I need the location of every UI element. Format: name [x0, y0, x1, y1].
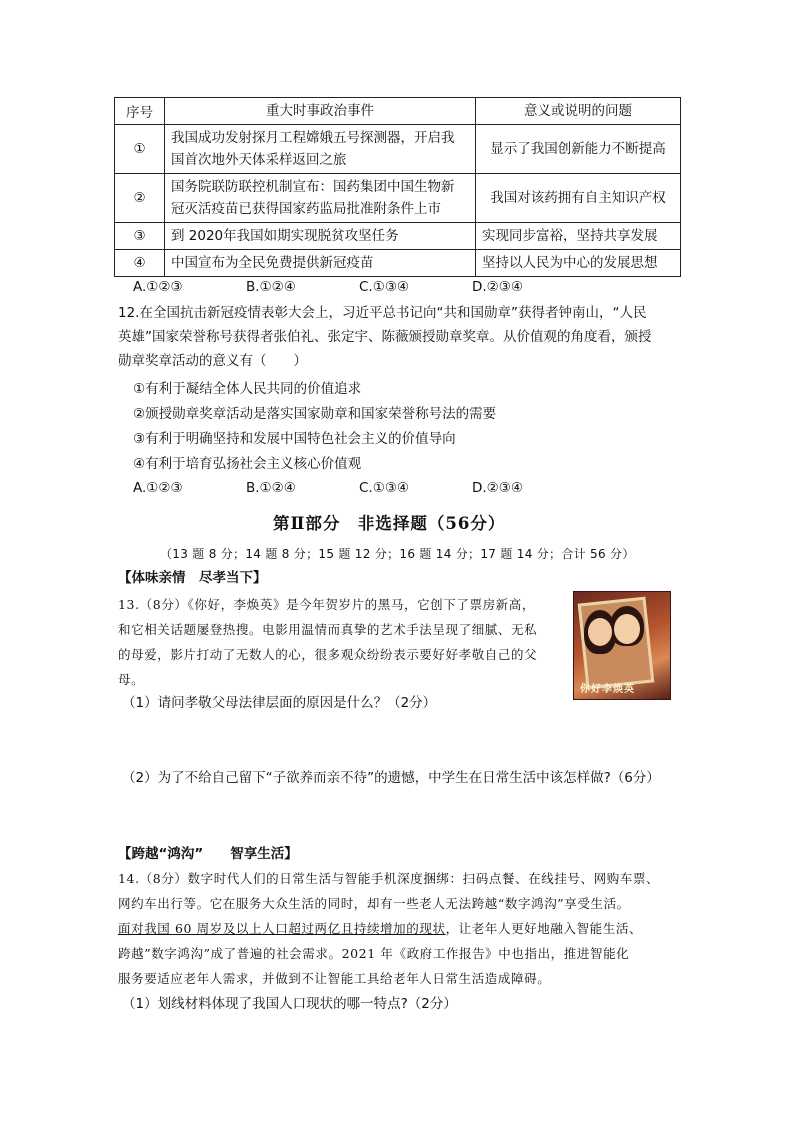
material-text: ，让老年人更好地融入智能生活、	[445, 921, 643, 936]
poster-figure-face	[614, 614, 640, 644]
meaning-cell: 坚持以人民为中心的发展思想	[476, 250, 681, 277]
part2-title: 第Ⅱ部分 非选择题（56分）	[273, 514, 506, 533]
table-row	[115, 250, 681, 277]
underlined-material: 面对我国 60 周岁及以上人口超过两亿且持续增加的现状	[118, 921, 446, 936]
option-a[interactable]: A.①②③	[133, 279, 183, 295]
event-line: 我国成功发射探月工程嫦娥五号探测器，开启我	[171, 130, 455, 146]
table-header-row	[115, 98, 681, 125]
option-c[interactable]: C.①③④	[359, 279, 410, 295]
option-a[interactable]: A.①②③	[133, 480, 183, 496]
material-line	[118, 916, 659, 941]
option-c[interactable]: C.①③④	[359, 480, 410, 496]
option-b[interactable]: B.①②④	[246, 480, 296, 496]
q13-section-header: 【体味亲情 尽孝当下】	[118, 570, 267, 586]
material-line: 和它相关话题屡登热搜。电影用温情而真挚的艺术手法呈现了细腻、无私	[118, 622, 538, 637]
meaning-cell: 实现同步富裕，坚持共享发展	[476, 223, 681, 250]
row-number: ②	[115, 174, 165, 223]
stem-line: 12.在全国抗击新冠疫情表彰大会上，习近平总书记向“共和国勋章”获得者钟南山，“人民	[118, 305, 647, 321]
movie-poster-image	[573, 591, 671, 700]
option-d[interactable]: D.②③④	[472, 279, 523, 295]
material-line: 网约车出行等。它在服务大众生活的同时，却有一些老人无法跨越“数字鸿沟”享受生活。	[118, 896, 630, 911]
poster-figure-face	[588, 618, 612, 646]
stem-line: 勋章奖章活动的意义有（ ）	[118, 353, 307, 369]
material-line: 母。	[118, 672, 145, 687]
material-line: 14.（8分）数字时代人们的日常生活与智能手机深度捆绑：扫码点餐、在线挂号、网购车票、	[118, 871, 660, 886]
table-row	[115, 125, 681, 174]
row-number: ④	[115, 250, 165, 277]
q13-material	[118, 592, 537, 692]
poster-title: 你好李焕英	[580, 684, 635, 695]
q12-stem	[118, 301, 652, 373]
option-b[interactable]: B.①②④	[246, 279, 296, 295]
material-line: 13.（8分）《你好，李焕英》是今年贺岁片的黑马，它创下了票房新高，	[118, 597, 535, 612]
option-d[interactable]: D.②③④	[472, 480, 523, 496]
meaning-cell: 我国对该药拥有自主知识产权	[476, 174, 681, 223]
event-line: 国务院联防联控机制宣布：国药集团中国生物新	[171, 179, 455, 195]
q14-subquestion-1: （1）划线材料体现了我国人口现状的哪一特点?（2分）	[122, 996, 457, 1012]
material-line: 跨越”数字鸿沟”成了普遍的社会需求。2021 年《政府工作报告》中也指出，推进智能化	[118, 946, 630, 961]
event-cell	[165, 125, 476, 174]
stem-line: 英雄”国家荣誉称号获得者张伯礼、张定宇、陈薇颁授勋章奖章。从价值观的角度看，颁授	[118, 329, 652, 345]
part2-score-breakdown: （13 题 8 分；14 题 8 分；15 题 12 分；16 题 14 分；17 题 14 分；合计 56 分）	[160, 547, 635, 561]
events-table	[114, 97, 681, 277]
header-cell: 序号	[115, 98, 165, 125]
row-number: ③	[115, 223, 165, 250]
row-number: ①	[115, 125, 165, 174]
q12-options	[133, 478, 585, 498]
q12-items	[133, 377, 496, 477]
header-cell: 重大时事政治事件	[165, 98, 476, 125]
q14-section-header: 【跨越“鸿沟” 智享生活】	[118, 846, 298, 862]
table-row	[115, 223, 681, 250]
q14-material	[118, 866, 659, 991]
event-cell: 中国宣布为全民免费提供新冠疫苗	[165, 250, 476, 277]
statement-item: ④有利于培育弘扬社会主义核心价值观	[133, 456, 362, 472]
statement-item: ③有利于明确坚持和发展中国特色社会主义的价值导向	[133, 431, 456, 447]
header-cell: 意义或说明的问题	[476, 98, 681, 125]
material-line: 服务要适应老年人需求，并做到不让智能工具给老年人日常生活造成障碍。	[118, 971, 551, 986]
q13-subquestion-2: （2）为了不给自己留下“子欲养而亲不待”的遗憾，中学生在日常生活中该怎样做?（6分）	[122, 770, 660, 786]
statement-item: ①有利于凝结全体人民共同的价值追求	[133, 381, 362, 397]
material-line: 的母爱，影片打动了无数人的心，很多观众纷纷表示要好好孝敬自己的父	[118, 647, 538, 662]
event-line: 国首次地外天体采样返回之旅	[171, 152, 347, 168]
meaning-cell: 显示了我国创新能力不断提高	[476, 125, 681, 174]
event-cell	[165, 174, 476, 223]
event-line: 冠灭活疫苗已获得国家药监局批准附条件上市	[171, 201, 441, 217]
statement-item: ②颁授勋章奖章活动是落实国家勋章和国家荣誉称号法的需要	[133, 406, 497, 422]
q13-subquestion-1: （1）请问孝敬父母法律层面的原因是什么？（2分）	[122, 695, 437, 711]
table-row	[115, 174, 681, 223]
event-cell: 到 2020年我国如期实现脱贫攻坚任务	[165, 223, 476, 250]
q11-options	[133, 277, 585, 297]
